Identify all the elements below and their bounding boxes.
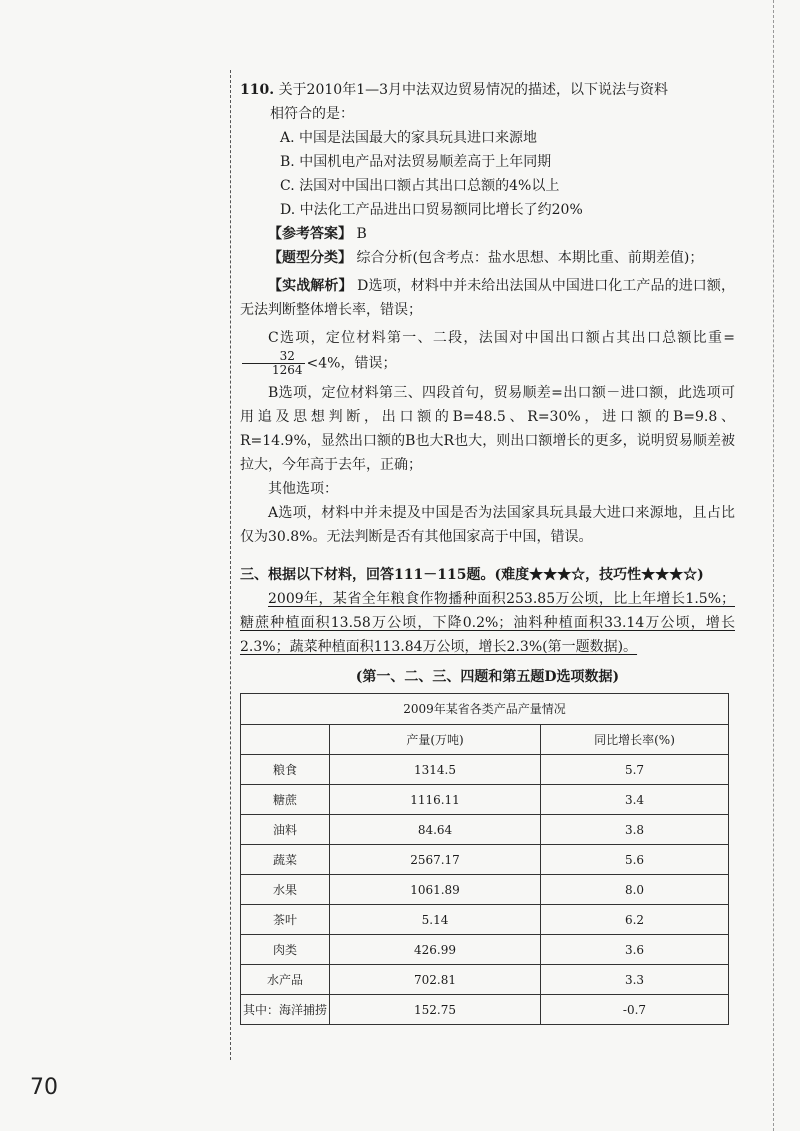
table-cell: 1314.5	[330, 755, 541, 785]
table-cell: 1061.89	[330, 875, 541, 905]
table-cell: 2567.17	[330, 845, 541, 875]
question-110-stem	[240, 78, 735, 102]
table-cell: 3.3	[541, 965, 729, 995]
table-cell: -0.7	[541, 995, 729, 1025]
option-b: B. 中国机电产品对法贸易顺差高于上年同期	[280, 154, 552, 170]
fraction-numerator: 32	[242, 350, 305, 364]
table-cell: 3.6	[541, 935, 729, 965]
analysis-c	[240, 326, 735, 377]
question-stem-line1: 关于2010年1—3月中法双边贸易情况的描述，以下说法与资料	[278, 82, 669, 98]
table-cell: 1116.11	[330, 785, 541, 815]
table-header-cell: 产量(万吨)	[330, 725, 541, 755]
table-row	[241, 995, 729, 1025]
table-cell: 3.4	[541, 785, 729, 815]
page-content	[240, 78, 735, 1025]
question-stem-line2: 相符合的是：	[270, 106, 354, 122]
analysis-a: A选项，材料中并未提及中国是否为法国家具玩具最大进口来源地，且占比仅为30.8%。无法判断是否有其他国家高于中国，错误。	[240, 505, 735, 545]
analysis-c-prefix: C选项，定位材料第一、二段，法国对中国出口额占其出口总额比重=	[268, 330, 735, 346]
type-text: 综合分析(包含考点：盐水思想、本期比重、前期差值)；	[356, 250, 704, 266]
table-cell: 8.0	[541, 875, 729, 905]
table-cell: 3.8	[541, 815, 729, 845]
table-row	[241, 965, 729, 995]
answer-value: B	[356, 226, 367, 242]
table-row	[241, 875, 729, 905]
section-heading: 三、根据以下材料，回答111－115题。(难度★★★☆，技巧性★★★☆)	[240, 567, 704, 583]
table-cell: 5.6	[541, 845, 729, 875]
option-c: C. 法国对中国出口额占其出口总额的4%以上	[280, 178, 560, 194]
table-cell: 油料	[241, 815, 330, 845]
option-a: A. 中国是法国最大的家具玩具进口来源地	[280, 130, 538, 146]
table-cell: 糖蔗	[241, 785, 330, 815]
table-row	[241, 815, 729, 845]
table-cell: 426.99	[330, 935, 541, 965]
table-title: 2009年某省各类产品产量情况	[241, 694, 729, 725]
table-row	[241, 845, 729, 875]
table-cell: 蔬菜	[241, 845, 330, 875]
table-cell: 702.81	[330, 965, 541, 995]
page-number: 70	[30, 1075, 58, 1100]
production-table	[240, 693, 729, 1025]
table-row	[241, 785, 729, 815]
answer-line	[240, 222, 735, 246]
question-number: 110.	[240, 82, 275, 98]
analysis-c-suffix: <4%，错误；	[306, 355, 397, 372]
table-header-cell	[241, 725, 330, 755]
fraction	[242, 350, 305, 377]
table-header-cell: 同比增长率(%)	[541, 725, 729, 755]
table-cell: 粮食	[241, 755, 330, 785]
table-row	[241, 755, 729, 785]
table-cell: 水产品	[241, 965, 330, 995]
table-cell: 肉类	[241, 935, 330, 965]
table-cell: 84.64	[330, 815, 541, 845]
fraction-denominator: 1264	[272, 363, 303, 377]
answer-tag: 【参考答案】	[268, 226, 352, 242]
analysis-other: 其他选项：	[268, 481, 338, 497]
analysis-tag: 【实战解析】	[268, 278, 353, 294]
type-line	[240, 246, 735, 270]
type-tag: 【题型分类】	[268, 250, 352, 266]
table-cell: 152.75	[330, 995, 541, 1025]
option-d: D. 中法化工产品进出口贸易额同比增长了约20%	[280, 202, 583, 218]
table-row	[241, 905, 729, 935]
table-cell: 水果	[241, 875, 330, 905]
table-cell: 5.7	[541, 755, 729, 785]
table-cell: 5.14	[330, 905, 541, 935]
analysis-d	[240, 274, 735, 322]
analysis-b: B选项，定位材料第三、四段首句，贸易顺差=出口额－进口额，此选项可用追及思想判断，出口额的B=48.5、R=30%，进口额的B=9.8、R=14.9%，显然出口额的B也大R也大，则出口额增长的更多，说明贸易顺差被拉大，今年高于去年，正确；	[240, 385, 735, 473]
table-cell: 6.2	[541, 905, 729, 935]
margin-rule-right	[773, 0, 774, 1131]
table-row	[241, 935, 729, 965]
material-paragraph: 2009年，某省全年粮食作物播种面积253.85万公顷，比上年增长1.5%；糖蔗种植面积13.58万公顷，下降0.2%；油料种植面积33.14万公顷，增长2.3%；蔬菜种植面积113.84万公顷，增长2.3%(第一题数据)。	[240, 591, 735, 655]
table-cell: 其中：海洋捕捞	[241, 995, 330, 1025]
table-cell: 茶叶	[241, 905, 330, 935]
margin-rule-left	[230, 70, 231, 1060]
table-caption: (第一、二、三、四题和第五题D选项数据)	[355, 669, 620, 685]
analysis-d-text: D选项，材料中并未给出法国从中国进口化工产品的进口额，无法判断整体增长率，错误；	[240, 278, 736, 318]
